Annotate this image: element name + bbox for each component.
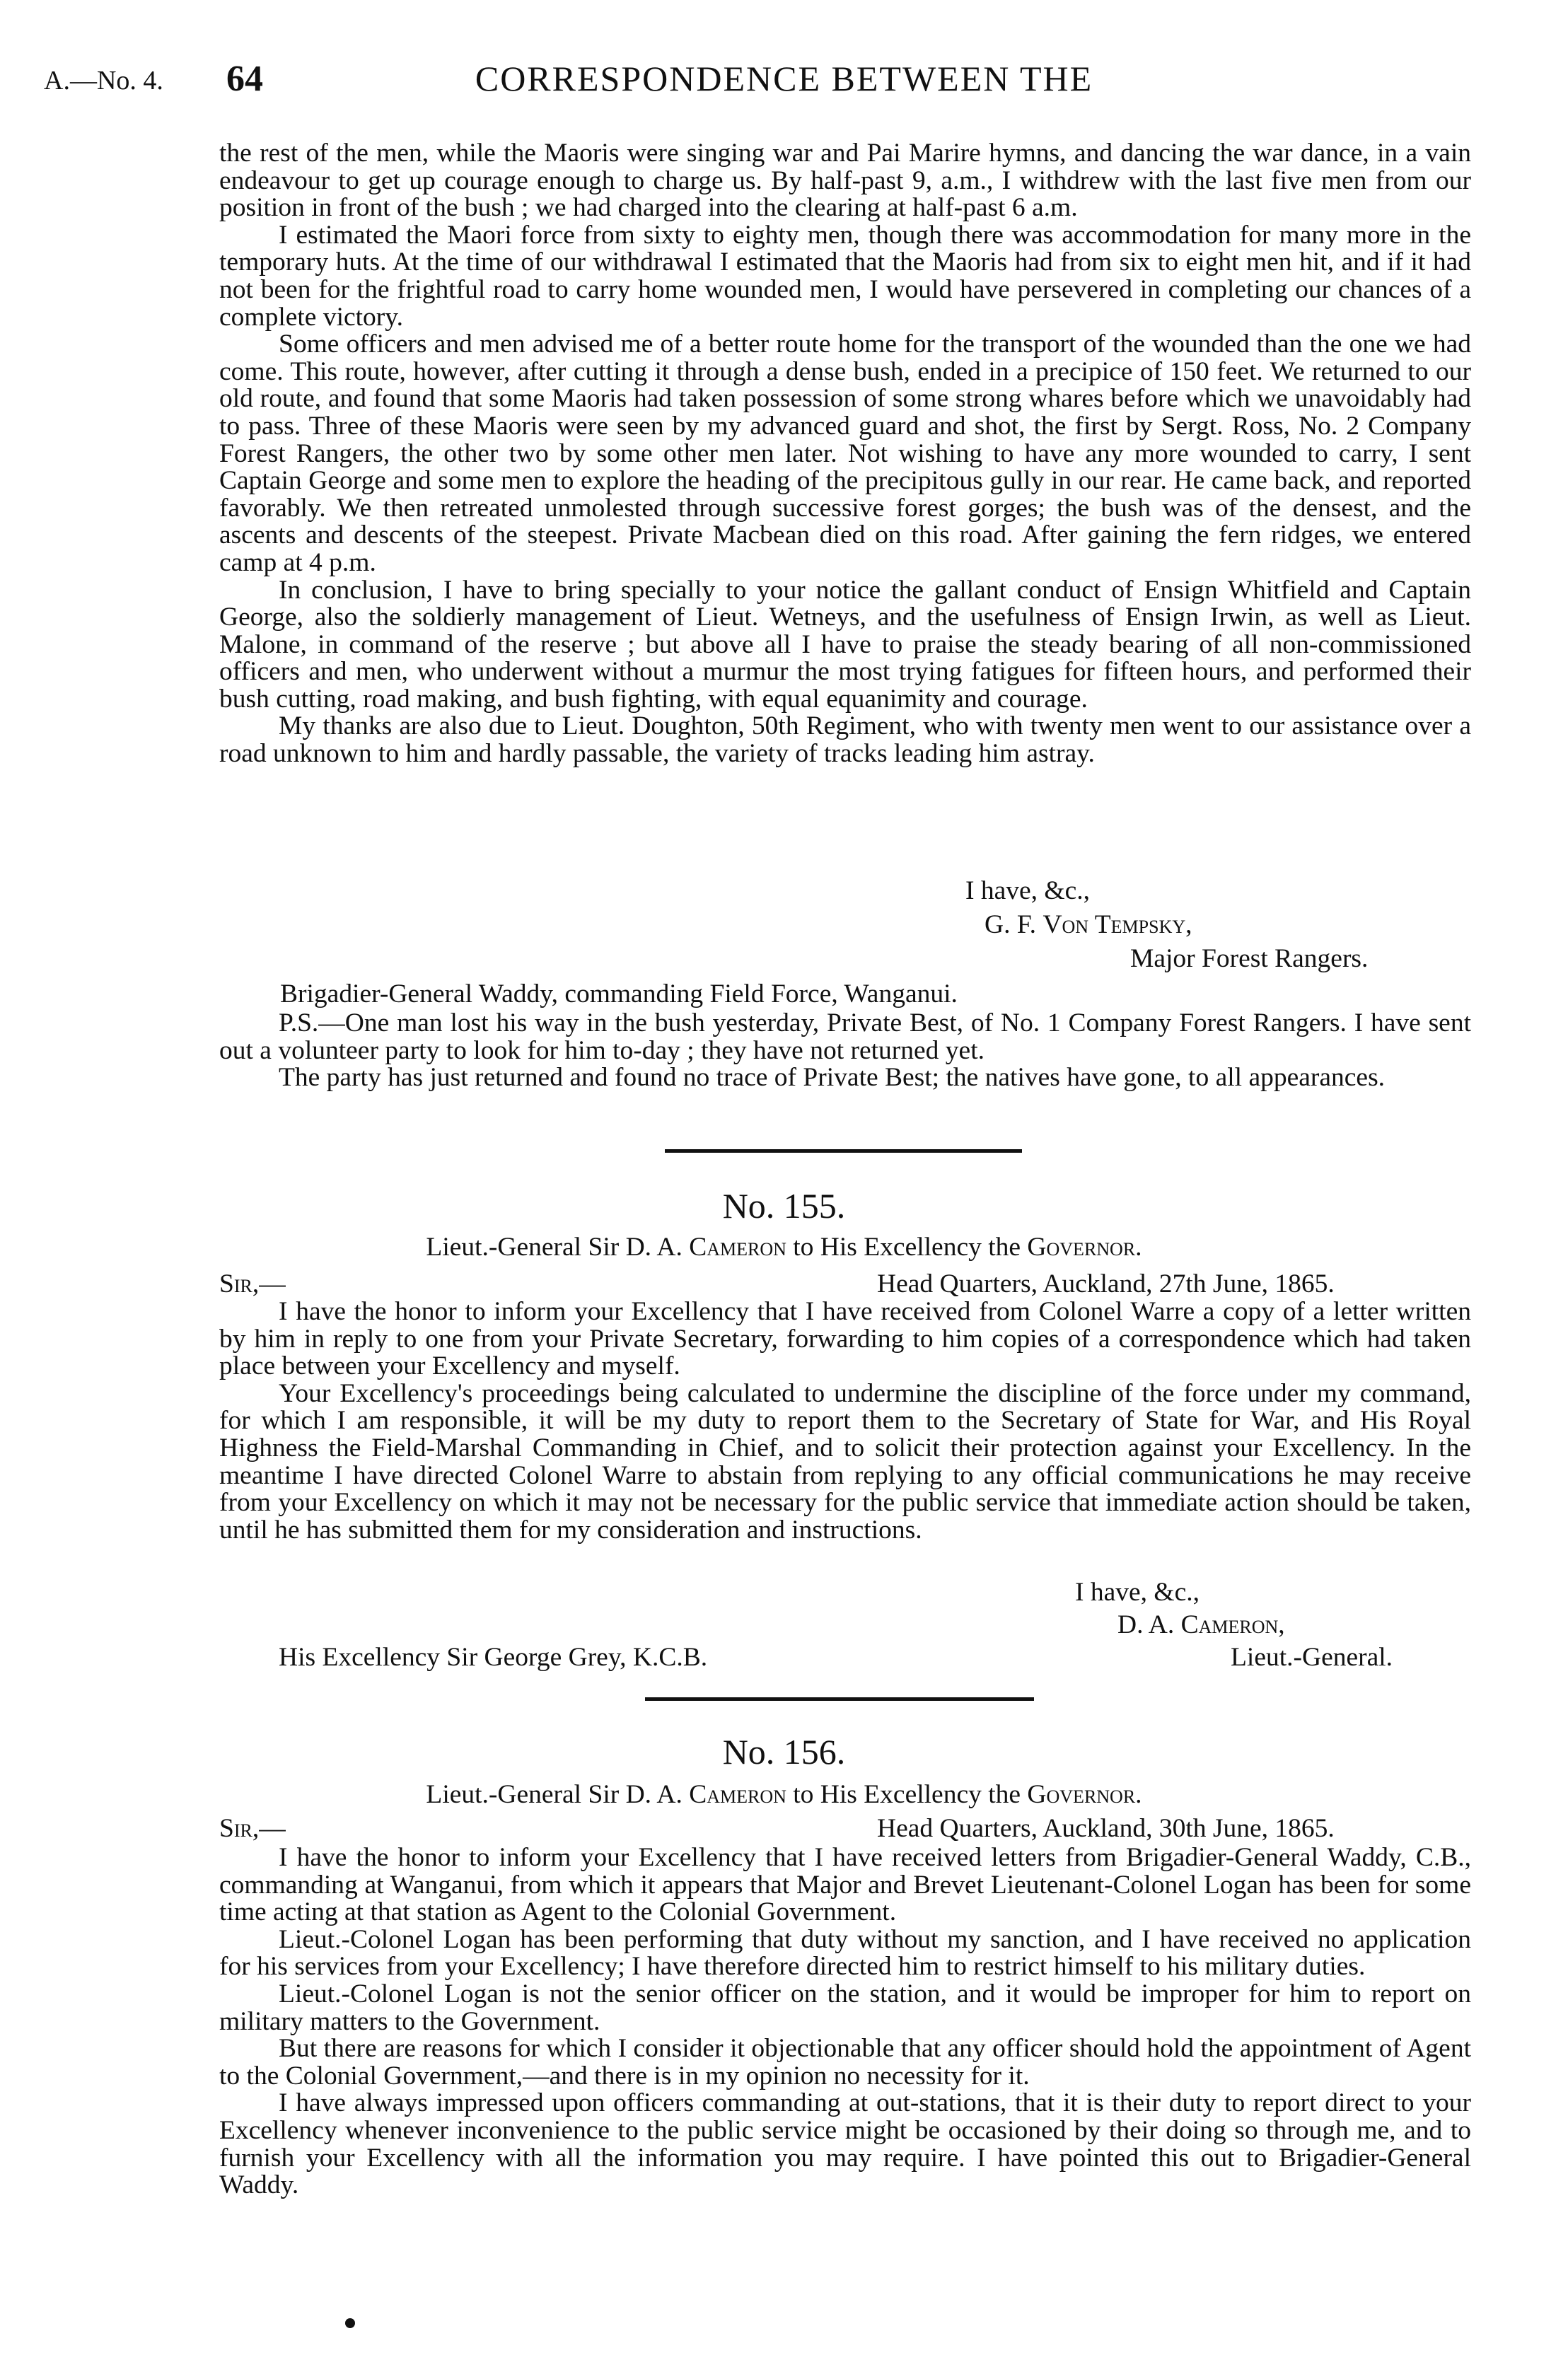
paragraph: I have the honor to inform your Excellency that I have received from Colonel Warre a copy of a letter written by him in reply to one from your Private Secretary, forwarding to him copies of a correspondence which had taken place between your Excellency and myself. [219,1297,1471,1381]
letter-155-body [219,1298,1471,1544]
closing-line: I have, &c., [965,876,1090,905]
signature [985,909,1192,940]
section-divider [645,1697,1034,1701]
signature [1117,1610,1285,1640]
postscript-paragraph: P.S.—One man lost his way in the bush yesterday, Private Best, of No. 1 Company Forest Rangers. I have sent out a volunteer party to look for him to-day ; they have not returned yet. [219,1008,1471,1065]
signature-name: Von Tempsky, [1043,910,1192,939]
salutation: Sir,— [219,1269,286,1298]
paragraph: I have the honor to inform your Excellency that I have received letters from Brigadier-General Waddy, C.B., commanding at Wanganui, from which it appears that Major and Brevet Lieutenant-Colonel Logan has been for some time acting at that station as Agent to the Colonial Government. [219,1843,1471,1927]
postscript [219,1010,1471,1092]
paragraph: the rest of the men, while the Maoris were singing war and Pai Marire hymns, and dancing the war dance, in a vain endeavour to get up courage enough to charge us. By half-past 9, a.m., I withdrew with the last five men from our position in front of the bush ; we had charged into the clearing at half-past 6 a.m. [219,139,1471,223]
paragraph: I estimated the Maori force from sixty to eighty men, though there was accommodation for many more in the temporary huts. At the time of our withdrawal I estimated that the Maoris had from six to eight men hit, and if it had not been for the frightful road to carry home wounded men, I would have persevered in completing our chances of a complete victory. [219,220,1471,332]
signature-name: Cameron, [1180,1610,1285,1639]
addressee: His Excellency Sir George Grey, K.C.B. [279,1643,708,1672]
letter-heading: Lieut.-General Sir D. A. Cameron to His Excellency the Governor. [426,1780,1142,1809]
document-reference: A.—No. 4. [44,66,163,95]
paragraph: My thanks are also due to Lieut. Doughton, 50th Regiment, who with twenty men went to our assistance over a road unknown to him and hardly passable, the variety of tracks leading him astray. [219,711,1471,769]
addressee: Brigadier-General Waddy, commanding Field Force, Wanganui. [280,979,958,1008]
letter-number: No. 156. [722,1732,846,1772]
paragraph: Some officers and men advised me of a better route home for the transport of the wounded than the one we had come. This route, however, after cutting it through a dense bush, ended in a precipice of 150 feet. We returned to our old route, and found that some Maoris had taken possession of some strong whares before which we unavoidably had to pass. Three of these Maoris were seen by my advanced guard and shot, the first by Sergt. Ross, No. 2 Company Forest Rangers, the other two by some other men later. Not wishing to have any more wounded to carry, I sent Captain George and some men to explore the heading of the precipitous gully in our rear. He came back, and reported favorably. We then retreated unmolested through successive forest gorges; the bush was of the densest, and the ascents and descents of the steepest. Private Macbean died on this road. After gaining the fern ridges, we entered camp at 4 p.m. [219,330,1471,577]
print-mark-dot [345,2318,355,2328]
closing-line: I have, &c., [1075,1578,1200,1607]
signature-rank: Lieut.-General. [1231,1643,1393,1672]
paragraph: But there are reasons for which I consider it objectionable that any officer should hold the appointment of Agent to the Colonial Government,—and there is in my opinion no necessity for it. [219,2034,1471,2091]
page-number: 64 [226,59,263,99]
paragraph: Lieut.-Colonel Logan has been performing that duty without my sanction, and I have received no application for his services from your Excellency; I have therefore directed him to restrict himself to his military duties. [219,1924,1471,1982]
running-title: CORRESPONDENCE BETWEEN THE [475,59,1093,98]
paragraph: Lieut.-Colonel Logan is not the senior officer on the station, and it would be improper for him to report on military matters to the Government. [219,1979,1471,2036]
paragraph: Your Excellency's proceedings being calculated to undermine the discipline of the force under my command, for which I am responsible, it will be my duty to report them to the Secretary of State for War, and His Royal Highness the Field-Marshal Commanding in Chief, and to solicit their protection against your Excellency. In the meantime I have directed Colonel Warre to abstain from replying to any official communications he may receive from your Excellency on which it may not be necessary for the public service that immediate action should be taken, until he has submitted them for my consideration and instructions. [219,1378,1471,1545]
postscript-paragraph: The party has just returned and found no trace of Private Best; the natives have gone, to all appearances. [279,1063,1386,1093]
section-divider [665,1149,1022,1153]
place-date: Head Quarters, Auckland, 30th June, 1865. [877,1814,1335,1843]
paragraph: I have always impressed upon officers commanding at out-stations, that it is their duty to report direct to your Excellency whenever inconvenience to the public service might be occasioned by their doing so through me, and to furnish your Excellency with all the information you may require. I have pointed this out to Brigadier-General Waddy. [219,2088,1471,2200]
letter-154-body [219,140,1471,768]
letter-heading: Lieut.-General Sir D. A. Cameron to His Excellency the Governor. [426,1233,1142,1262]
signature-initials: D. A. [1117,1610,1175,1639]
letter-number: No. 155. [722,1186,846,1226]
signature-initials: G. F. [985,910,1037,939]
signature-rank: Major Forest Rangers. [1130,944,1369,973]
page-header [0,58,1568,107]
letter-156-body [219,1844,1471,2199]
paragraph: In conclusion, I have to bring specially to your notice the gallant conduct of Ensign Whitfield and Captain George, also the soldierly management of Lieut. Wetneys, and the usefulness of Ensign Irwin, as well as Lieut. Malone, in command of the reserve ; but above all I have to praise the steady bearing of all non-commissioned officers and men, who underwent without a murmur the most trying fatigues for fifteen hours, and performed their bush cutting, road making, and bush fighting, with equal equanimity and courage. [219,575,1471,714]
salutation: Sir,— [219,1814,286,1843]
place-date: Head Quarters, Auckland, 27th June, 1865. [877,1269,1335,1298]
